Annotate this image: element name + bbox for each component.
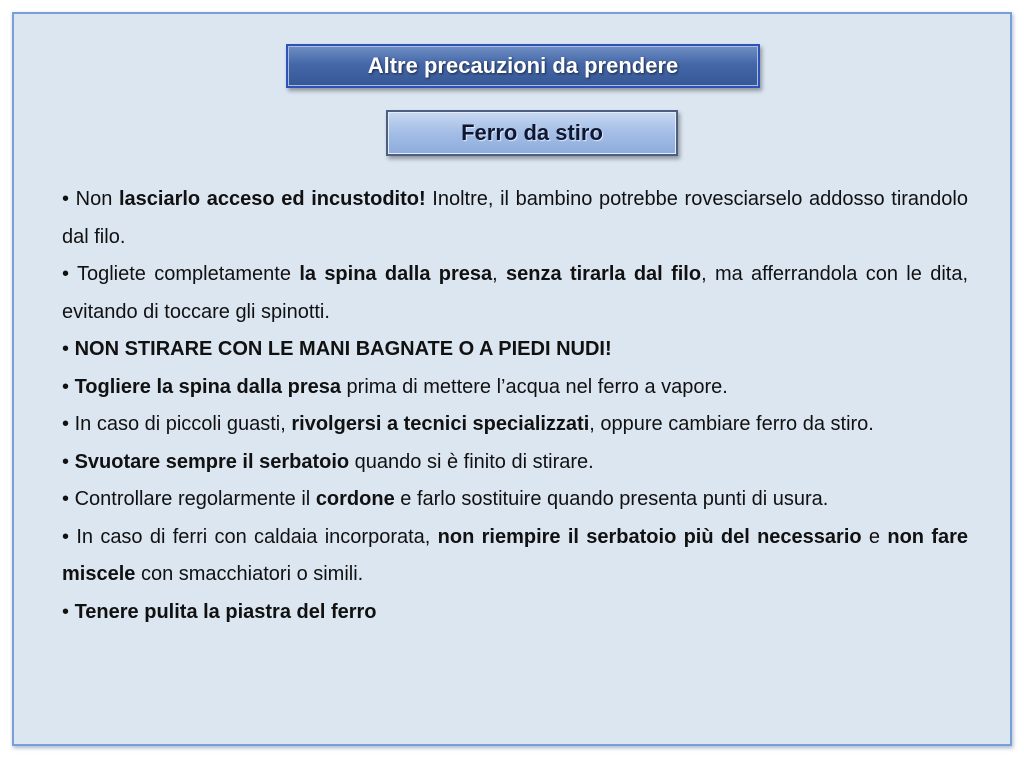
body-text: In caso di piccoli guasti,: [74, 413, 292, 435]
bullet-list: [62, 181, 968, 631]
bullet-item: [62, 256, 968, 331]
bullet-marker: •: [62, 188, 70, 210]
bold-text: lasciarlo acceso ed incustodito!: [118, 188, 426, 210]
bold-text: cordone: [315, 488, 395, 510]
bullet-marker: •: [62, 600, 70, 623]
bullet-marker: •: [62, 375, 70, 398]
bullet-marker: •: [62, 488, 70, 510]
bullet-item: [62, 481, 968, 519]
bold-text: senza tirarla dal filo: [506, 263, 702, 285]
bold-text: non riempire il serbatoio più del necessario: [437, 525, 862, 548]
bullet-marker: •: [62, 413, 70, 435]
bullet-marker: •: [62, 338, 70, 360]
body-text: , oppure cambiare ferro da stiro.: [589, 413, 874, 435]
bold-text: non fare miscele: [62, 525, 969, 585]
body-text: Inoltre, il bambino potrebbe rovesciarselo addosso tirandolo dal filo.: [62, 188, 968, 248]
bullet-marker: •: [62, 525, 70, 548]
bullet-item: [62, 444, 968, 482]
body-text: con smacchiatori o simili.: [135, 563, 364, 585]
bullet-item: [62, 406, 968, 444]
body-text: In caso di ferri con caldaia incorporata,: [76, 525, 438, 548]
body-text: quando si è finito di stirare.: [349, 450, 594, 473]
body-text: prima di mettere l’acqua nel ferro a vapore.: [340, 375, 728, 398]
bullet-item: [62, 181, 968, 256]
bold-text: Tenere pulita la piastra del ferro: [74, 600, 377, 623]
bold-text: Togliere la spina dalla presa: [74, 375, 341, 398]
slide-subtitle: Ferro da stiro: [386, 110, 678, 156]
bold-text: Svuotare sempre il serbatoio: [74, 450, 350, 473]
bold-text: la spina dalla presa: [299, 263, 493, 285]
bold-text: rivolgersi a tecnici specializzati: [291, 413, 590, 435]
bullet-item: [62, 594, 968, 632]
body-text: , ma afferrandola con le dita, evitando di toccare gli spinotti.: [62, 263, 969, 323]
body-text: Non: [75, 188, 119, 210]
body-text: ,: [492, 263, 507, 285]
body-text: Togliete completamente: [76, 263, 300, 285]
slide-title: Altre precauzioni da prendere: [286, 44, 760, 88]
body-text: Controllare regolarmente il: [74, 488, 316, 510]
bullet-marker: •: [62, 450, 70, 473]
bullet-marker: •: [62, 263, 70, 285]
bullet-item: [62, 519, 968, 594]
body-text: e farlo sostituire quando presenta punti di usura.: [394, 488, 829, 510]
body-text: e: [861, 525, 888, 548]
bold-text: NON STIRARE CON LE MANI BAGNATE O A PIEDI NUDI!: [74, 338, 612, 360]
bullet-item: [62, 331, 968, 369]
bullet-item: [62, 369, 968, 407]
